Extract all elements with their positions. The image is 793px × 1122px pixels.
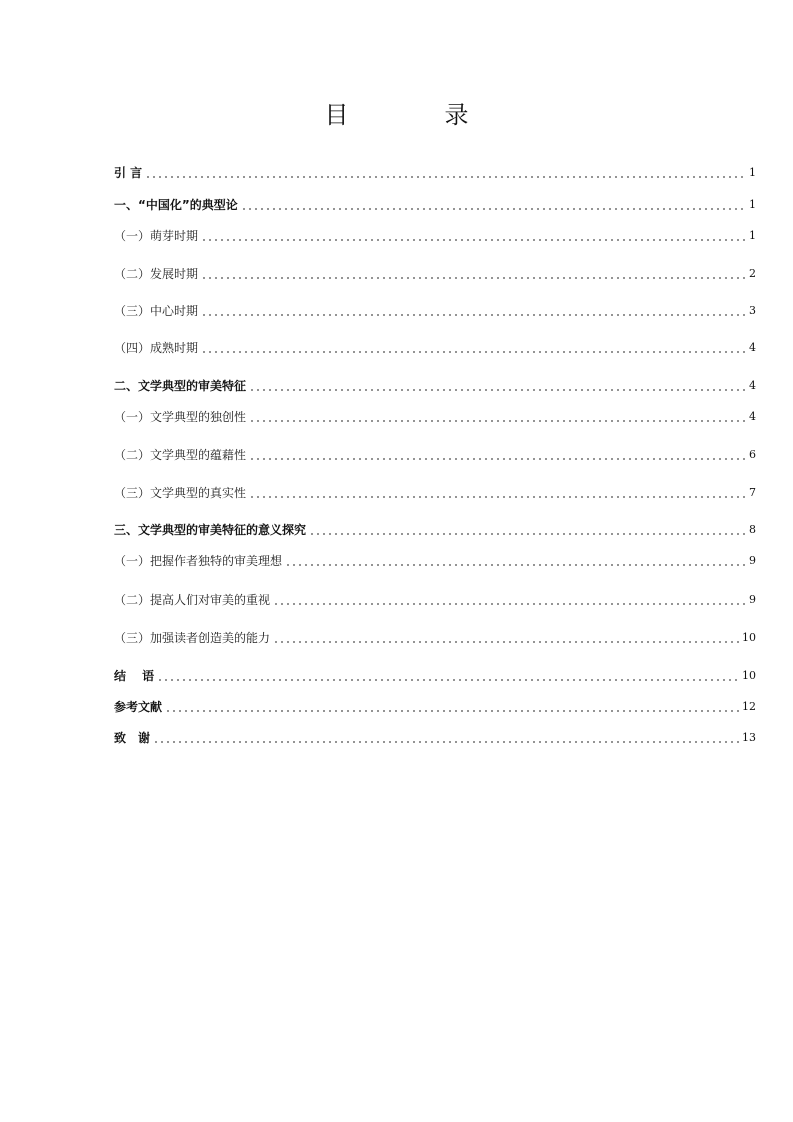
toc-entry-label: （二）提高人们对审美的重视: [114, 593, 271, 607]
toc-entry-label: 致 谢: [114, 731, 151, 745]
toc-entry-label: （三）中心时期: [114, 304, 199, 318]
toc-entry-label: 参考文献: [114, 700, 163, 714]
toc-entry-label: 引 言: [114, 166, 143, 180]
toc-entry-label: （三）加强读者创造美的能力: [114, 631, 271, 645]
toc-entry-label: （一）萌芽时期: [114, 229, 199, 243]
toc-entry-label: （三）文学典型的真实性: [114, 486, 247, 500]
dot-leader: [145, 176, 746, 178]
dot-leader: [273, 641, 739, 643]
toc-entry-page: 9: [749, 593, 756, 606]
toc-entry-label: 二、文学典型的审美特征: [114, 379, 247, 393]
toc-entry-2-3[interactable]: [114, 483, 756, 503]
toc-entry-page: 9: [749, 554, 756, 567]
toc-entry-page: 7: [749, 486, 756, 499]
toc-entry-1-1[interactable]: [114, 226, 756, 246]
toc-entry-3-1[interactable]: [114, 551, 756, 571]
toc-entry-page: 3: [749, 304, 756, 317]
dot-leader: [249, 420, 746, 422]
toc-entry-page: 8: [749, 523, 756, 536]
toc-entry-page: 10: [742, 631, 756, 644]
dot-leader: [309, 533, 746, 535]
toc-entry-acknowledgements[interactable]: [114, 728, 756, 748]
toc-entry-page: 10: [742, 669, 756, 682]
toc-entry-page: 1: [749, 166, 756, 179]
toc-entry-page: 13: [742, 731, 756, 744]
toc-entry-1-4[interactable]: [114, 338, 756, 358]
dot-leader: [165, 710, 739, 712]
toc-entry-page: 1: [749, 198, 756, 211]
toc-entry-chapter-3[interactable]: [114, 520, 756, 540]
toc-entry-label: 结 语: [114, 669, 155, 683]
toc-entry-label: （二）文学典型的蕴藉性: [114, 448, 247, 462]
toc-entry-page: 1: [749, 229, 756, 242]
dot-leader: [249, 496, 746, 498]
toc-entry-chapter-2[interactable]: [114, 376, 756, 396]
dot-leader: [201, 351, 746, 353]
dot-leader: [201, 239, 746, 241]
toc-entry-label: （二）发展时期: [114, 267, 199, 281]
toc-entry-page: 12: [742, 700, 756, 713]
toc-entry-references[interactable]: [114, 697, 756, 717]
dot-leader: [201, 277, 746, 279]
page-title: 目 录: [324, 101, 505, 129]
toc-entry-1-2[interactable]: [114, 264, 756, 284]
table-of-contents: [114, 0, 756, 1122]
toc-entry-page: 4: [749, 410, 756, 423]
toc-entry-page: 4: [749, 379, 756, 392]
dot-leader: [201, 314, 746, 316]
dot-leader: [153, 741, 739, 743]
toc-entry-2-2[interactable]: [114, 445, 756, 465]
toc-entry-1-3[interactable]: [114, 301, 756, 321]
dot-leader: [249, 458, 746, 460]
toc-entry-intro[interactable]: [114, 163, 756, 183]
toc-entry-label: 三、文学典型的审美特征的意义探究: [114, 523, 307, 537]
toc-entry-conclusion[interactable]: [114, 666, 756, 686]
dot-leader: [241, 208, 746, 210]
toc-entry-page: 6: [749, 448, 756, 461]
toc-entry-label: （一）把握作者独特的审美理想: [114, 554, 283, 568]
dot-leader: [249, 389, 746, 391]
toc-entry-page: 4: [749, 341, 756, 354]
toc-entry-3-3[interactable]: [114, 628, 756, 648]
toc-entry-label: （四）成熟时期: [114, 341, 199, 355]
dot-leader: [157, 679, 739, 681]
dot-leader: [285, 564, 746, 566]
toc-entry-chapter-1[interactable]: [114, 195, 756, 215]
toc-entry-2-1[interactable]: [114, 407, 756, 427]
toc-entry-label: 一、“中国化”的典型论: [114, 198, 238, 212]
toc-entry-label: （一）文学典型的独创性: [114, 410, 247, 424]
toc-entry-page: 2: [749, 267, 756, 280]
dot-leader: [273, 603, 746, 605]
toc-entry-3-2[interactable]: [114, 590, 756, 610]
